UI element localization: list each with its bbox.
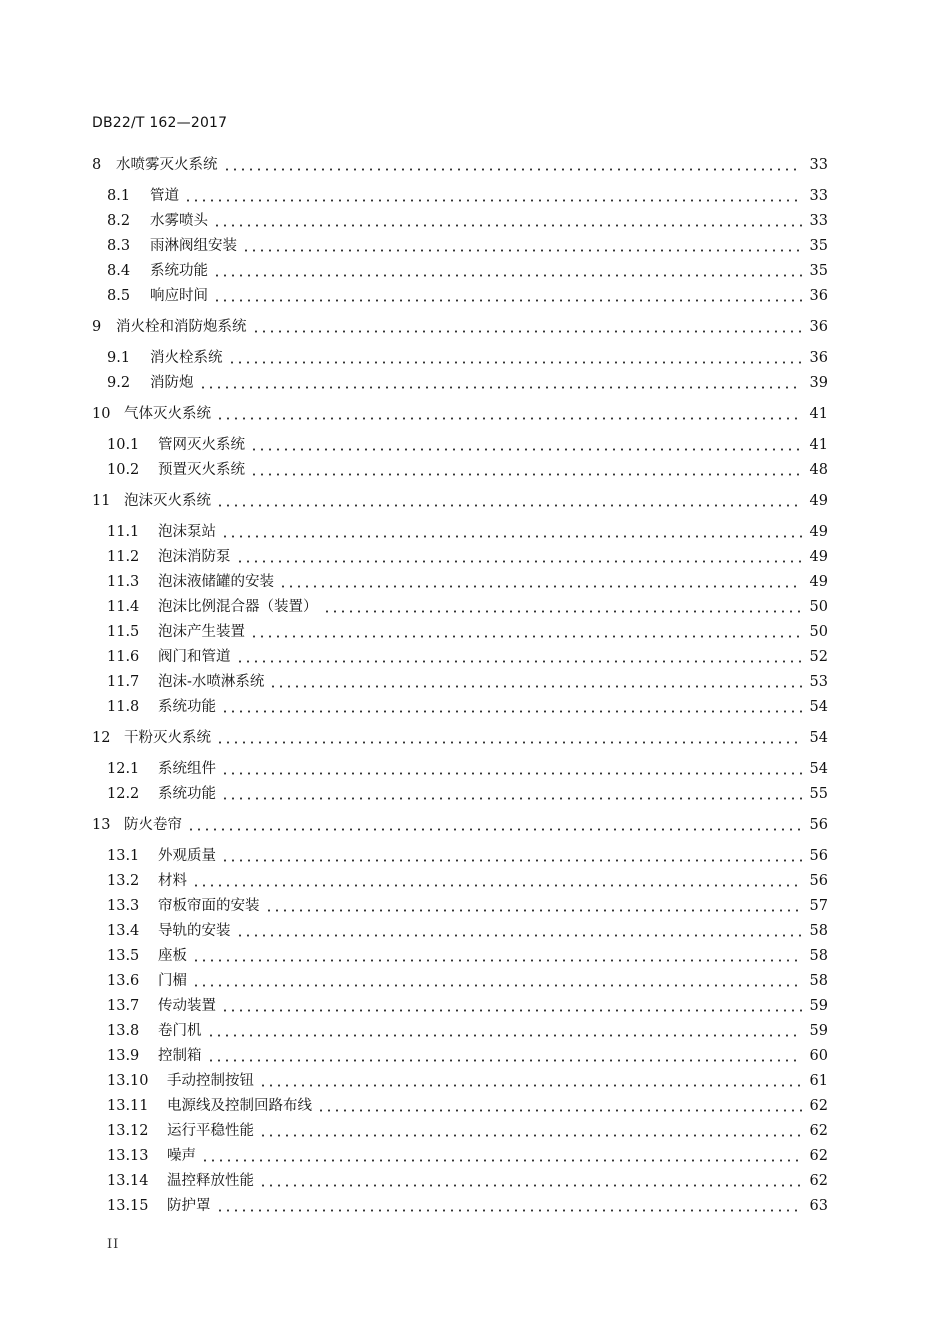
toc-section-entry[interactable]	[0, 260, 950, 282]
toc-entry-title: 门楣	[158, 973, 187, 989]
toc-entry-number: 10	[92, 406, 111, 422]
toc-section-entry[interactable]	[0, 521, 950, 543]
toc-section-entry[interactable]	[0, 920, 950, 942]
toc-chapter-entry[interactable]	[0, 490, 950, 512]
toc-entry-number: 12.1	[107, 761, 140, 777]
toc-section-entry[interactable]	[0, 1170, 950, 1192]
dot-leader	[259, 1170, 802, 1192]
dot-leader	[265, 895, 803, 917]
toc-entry-title: 温控释放性能	[167, 1173, 254, 1189]
toc-entry-number: 12	[92, 730, 111, 746]
toc-entry-number: 11.7	[107, 674, 140, 690]
toc-entry-page: 36	[809, 350, 828, 366]
dot-leader	[236, 920, 803, 942]
toc-entry-title: 材料	[158, 873, 187, 889]
toc-section-entry[interactable]	[0, 945, 950, 967]
toc-entry-title: 水喷雾灭火系统	[116, 157, 218, 173]
dot-leader	[221, 521, 802, 543]
dot-leader	[221, 758, 802, 780]
toc-entry-number: 8.3	[107, 238, 131, 254]
toc-entry-number: 11.8	[107, 699, 140, 715]
toc-section-entry[interactable]	[0, 995, 950, 1017]
toc-section-entry[interactable]	[0, 845, 950, 867]
dot-leader	[269, 671, 802, 693]
toc-entry-title: 泡沫泵站	[158, 524, 216, 540]
toc-entry-title: 消火栓和消防炮系统	[116, 319, 247, 335]
toc-entry-number: 13.3	[107, 898, 140, 914]
toc-entry-number: 13.1	[107, 848, 140, 864]
toc-entry-number: 13.6	[107, 973, 140, 989]
toc-entry-page: 58	[809, 973, 828, 989]
toc-entry-page: 59	[809, 998, 828, 1014]
toc-section-entry[interactable]	[0, 1145, 950, 1167]
toc-section-entry[interactable]	[0, 235, 950, 257]
toc-entry-number: 10.2	[107, 462, 140, 478]
toc-section-entry[interactable]	[0, 1020, 950, 1042]
document-code-header: DB22/T 162—2017	[92, 115, 228, 131]
toc-entry-number: 8.2	[107, 213, 131, 229]
toc-chapter-entry[interactable]	[0, 316, 950, 338]
dot-leader	[207, 1020, 803, 1042]
toc-chapter-entry[interactable]	[0, 727, 950, 749]
toc-section-entry[interactable]	[0, 870, 950, 892]
toc-entry-title: 响应时间	[150, 288, 208, 304]
toc-entry-number: 8.5	[107, 288, 131, 304]
toc-entry-title: 干粉灭火系统	[124, 730, 211, 746]
toc-entry-page: 59	[809, 1023, 828, 1039]
toc-entry-number: 8.4	[107, 263, 131, 279]
toc-entry-page: 54	[809, 699, 828, 715]
toc-entry-page: 55	[809, 786, 828, 802]
toc-entry-title: 雨淋阀组安装	[150, 238, 237, 254]
toc-entry-page: 36	[809, 319, 828, 335]
toc-entry-number: 11.5	[107, 624, 140, 640]
toc-entry-title: 管网灭火系统	[158, 437, 245, 453]
toc-entry-title: 消火栓系统	[150, 350, 223, 366]
toc-entry-page: 54	[809, 730, 828, 746]
dot-leader	[259, 1070, 802, 1092]
toc-entry-page: 61	[809, 1073, 828, 1089]
toc-entry-page: 49	[809, 549, 828, 565]
toc-entry-title: 卷门机	[158, 1023, 202, 1039]
toc-section-entry[interactable]	[0, 1095, 950, 1117]
toc-entry-title: 系统功能	[150, 263, 208, 279]
toc-section-entry[interactable]	[0, 596, 950, 618]
toc-section-entry[interactable]	[0, 546, 950, 568]
toc-section-entry[interactable]	[0, 758, 950, 780]
toc-entry-page: 35	[809, 263, 828, 279]
dot-leader	[236, 546, 803, 568]
toc-entry-page: 56	[809, 817, 828, 833]
toc-section-entry[interactable]	[0, 372, 950, 394]
dot-leader	[216, 1195, 803, 1217]
toc-chapter-entry[interactable]	[0, 154, 950, 176]
toc-entry-page: 36	[809, 288, 828, 304]
toc-entry-number: 13.12	[107, 1123, 149, 1139]
toc-entry-number: 8	[92, 157, 102, 173]
toc-entry-title: 外观质量	[158, 848, 216, 864]
toc-entry-title: 泡沫液储罐的安装	[158, 574, 274, 590]
dot-leader	[213, 285, 802, 307]
toc-entry-title: 气体灭火系统	[124, 406, 211, 422]
toc-section-entry[interactable]	[0, 1045, 950, 1067]
toc-entry-page: 41	[809, 406, 828, 422]
dot-leader	[192, 945, 802, 967]
toc-entry-title: 系统功能	[158, 786, 216, 802]
toc-entry-page: 63	[809, 1198, 828, 1214]
toc-section-entry[interactable]	[0, 970, 950, 992]
toc-entry-number: 13.15	[107, 1198, 149, 1214]
toc-section-entry[interactable]	[0, 1070, 950, 1092]
toc-entry-number: 13.5	[107, 948, 140, 964]
toc-section-entry[interactable]	[0, 621, 950, 643]
toc-entry-page: 39	[809, 375, 828, 391]
dot-leader	[207, 1045, 803, 1067]
toc-entry-page: 52	[809, 649, 828, 665]
dot-leader	[192, 870, 802, 892]
toc-entry-page: 57	[809, 898, 828, 914]
dot-leader	[221, 783, 802, 805]
toc-entry-number: 11.6	[107, 649, 140, 665]
toc-section-entry[interactable]	[0, 285, 950, 307]
toc-entry-number: 13.7	[107, 998, 140, 1014]
toc-section-entry[interactable]	[0, 571, 950, 593]
toc-section-entry[interactable]	[0, 646, 950, 668]
toc-entry-page: 58	[809, 948, 828, 964]
toc-entry-title: 泡沫-水喷淋系统	[158, 674, 265, 690]
toc-entry-title: 泡沫消防泵	[158, 549, 231, 565]
dot-leader	[187, 814, 802, 836]
dot-leader	[317, 1095, 802, 1117]
toc-entry-title: 防护罩	[167, 1198, 211, 1214]
toc-entry-title: 座板	[158, 948, 187, 964]
dot-leader	[223, 154, 803, 176]
toc-section-entry[interactable]	[0, 1195, 950, 1217]
toc-entry-title: 系统组件	[158, 761, 216, 777]
toc-entry-title: 导轨的安装	[158, 923, 231, 939]
toc-entry-title: 控制箱	[158, 1048, 202, 1064]
toc-section-entry[interactable]	[0, 895, 950, 917]
toc-entry-page: 49	[809, 493, 828, 509]
toc-entry-title: 泡沫灭火系统	[124, 493, 211, 509]
dot-leader	[228, 347, 803, 369]
toc-entry-title: 泡沫比例混合器（装置）	[158, 599, 318, 615]
toc-entry-number: 9	[92, 319, 102, 335]
dot-leader	[252, 316, 803, 338]
toc-entry-page: 49	[809, 524, 828, 540]
toc-entry-number: 9.2	[107, 375, 131, 391]
toc-section-entry[interactable]	[0, 1120, 950, 1142]
toc-section-entry[interactable]	[0, 210, 950, 232]
dot-leader	[250, 621, 802, 643]
toc-entry-page: 62	[809, 1173, 828, 1189]
toc-section-entry[interactable]	[0, 459, 950, 481]
toc-entry-number: 11.1	[107, 524, 140, 540]
toc-entry-number: 10.1	[107, 437, 140, 453]
toc-entry-number: 13	[92, 817, 111, 833]
toc-section-entry[interactable]	[0, 783, 950, 805]
toc-entry-number: 13.4	[107, 923, 140, 939]
dot-leader	[216, 403, 802, 425]
toc-chapter-entry[interactable]	[0, 403, 950, 425]
toc-entry-title: 电源线及控制回路布线	[167, 1098, 312, 1114]
dot-leader	[221, 696, 802, 718]
dot-leader	[184, 185, 802, 207]
toc-entry-number: 13.13	[107, 1148, 149, 1164]
toc-entry-page: 41	[809, 437, 828, 453]
toc-entry-title: 预置灭火系统	[158, 462, 245, 478]
toc-entry-page: 35	[809, 238, 828, 254]
toc-section-entry[interactable]	[0, 434, 950, 456]
toc-entry-page: 33	[809, 188, 828, 204]
toc-entry-number: 13.8	[107, 1023, 140, 1039]
toc-entry-number: 13.9	[107, 1048, 140, 1064]
page-number: II	[107, 1237, 120, 1252]
toc-entry-number: 12.2	[107, 786, 140, 802]
toc-entry-page: 56	[809, 848, 828, 864]
toc-section-entry[interactable]	[0, 347, 950, 369]
toc-entry-title: 管道	[150, 188, 179, 204]
dot-leader	[192, 970, 802, 992]
toc-entry-title: 手动控制按钮	[167, 1073, 254, 1089]
toc-entry-page: 50	[809, 624, 828, 640]
dot-leader	[259, 1120, 802, 1142]
toc-entry-page: 56	[809, 873, 828, 889]
toc-section-entry[interactable]	[0, 696, 950, 718]
toc-entry-title: 防火卷帘	[124, 817, 182, 833]
toc-entry-page: 62	[809, 1123, 828, 1139]
toc-entry-number: 8.1	[107, 188, 131, 204]
toc-entry-page: 49	[809, 574, 828, 590]
dot-leader	[250, 459, 802, 481]
toc-section-entry[interactable]	[0, 185, 950, 207]
toc-entry-number: 13.11	[107, 1098, 149, 1114]
dot-leader	[242, 235, 802, 257]
dot-leader	[216, 727, 802, 749]
toc-entry-title: 运行平稳性能	[167, 1123, 254, 1139]
toc-entry-title: 噪声	[167, 1148, 196, 1164]
dot-leader	[201, 1145, 802, 1167]
toc-entry-title: 泡沫产生装置	[158, 624, 245, 640]
toc-entry-number: 13.14	[107, 1173, 149, 1189]
dot-leader	[213, 210, 802, 232]
toc-entry-number: 11.4	[107, 599, 140, 615]
dot-leader	[199, 372, 803, 394]
toc-entry-title: 系统功能	[158, 699, 216, 715]
dot-leader	[221, 845, 802, 867]
dot-leader	[221, 995, 802, 1017]
toc-entry-page: 60	[809, 1048, 828, 1064]
toc-entry-number: 11.2	[107, 549, 140, 565]
toc-entry-title: 消防炮	[150, 375, 194, 391]
toc-entry-number: 9.1	[107, 350, 131, 366]
toc-entry-page: 48	[809, 462, 828, 478]
dot-leader	[250, 434, 802, 456]
dot-leader	[236, 646, 803, 668]
toc-entry-page: 58	[809, 923, 828, 939]
toc-entry-page: 62	[809, 1148, 828, 1164]
dot-leader	[216, 490, 802, 512]
toc-entry-number: 13.10	[107, 1073, 149, 1089]
toc-entry-title: 水雾喷头	[150, 213, 208, 229]
dot-leader	[279, 571, 802, 593]
toc-chapter-entry[interactable]	[0, 814, 950, 836]
toc-entry-title: 阀门和管道	[158, 649, 231, 665]
dot-leader	[213, 260, 802, 282]
toc-entry-title: 帘板帘面的安装	[158, 898, 260, 914]
toc-section-entry[interactable]	[0, 671, 950, 693]
toc-entry-title: 传动装置	[158, 998, 216, 1014]
toc-entry-page: 62	[809, 1098, 828, 1114]
toc-entry-number: 11	[92, 493, 111, 509]
toc-entry-page: 54	[809, 761, 828, 777]
toc-entry-number: 11.3	[107, 574, 140, 590]
dot-leader	[323, 596, 803, 618]
toc-entry-page: 33	[809, 213, 828, 229]
toc-entry-number: 13.2	[107, 873, 140, 889]
toc-entry-page: 50	[809, 599, 828, 615]
toc-entry-page: 53	[809, 674, 828, 690]
toc-entry-page: 33	[809, 157, 828, 173]
